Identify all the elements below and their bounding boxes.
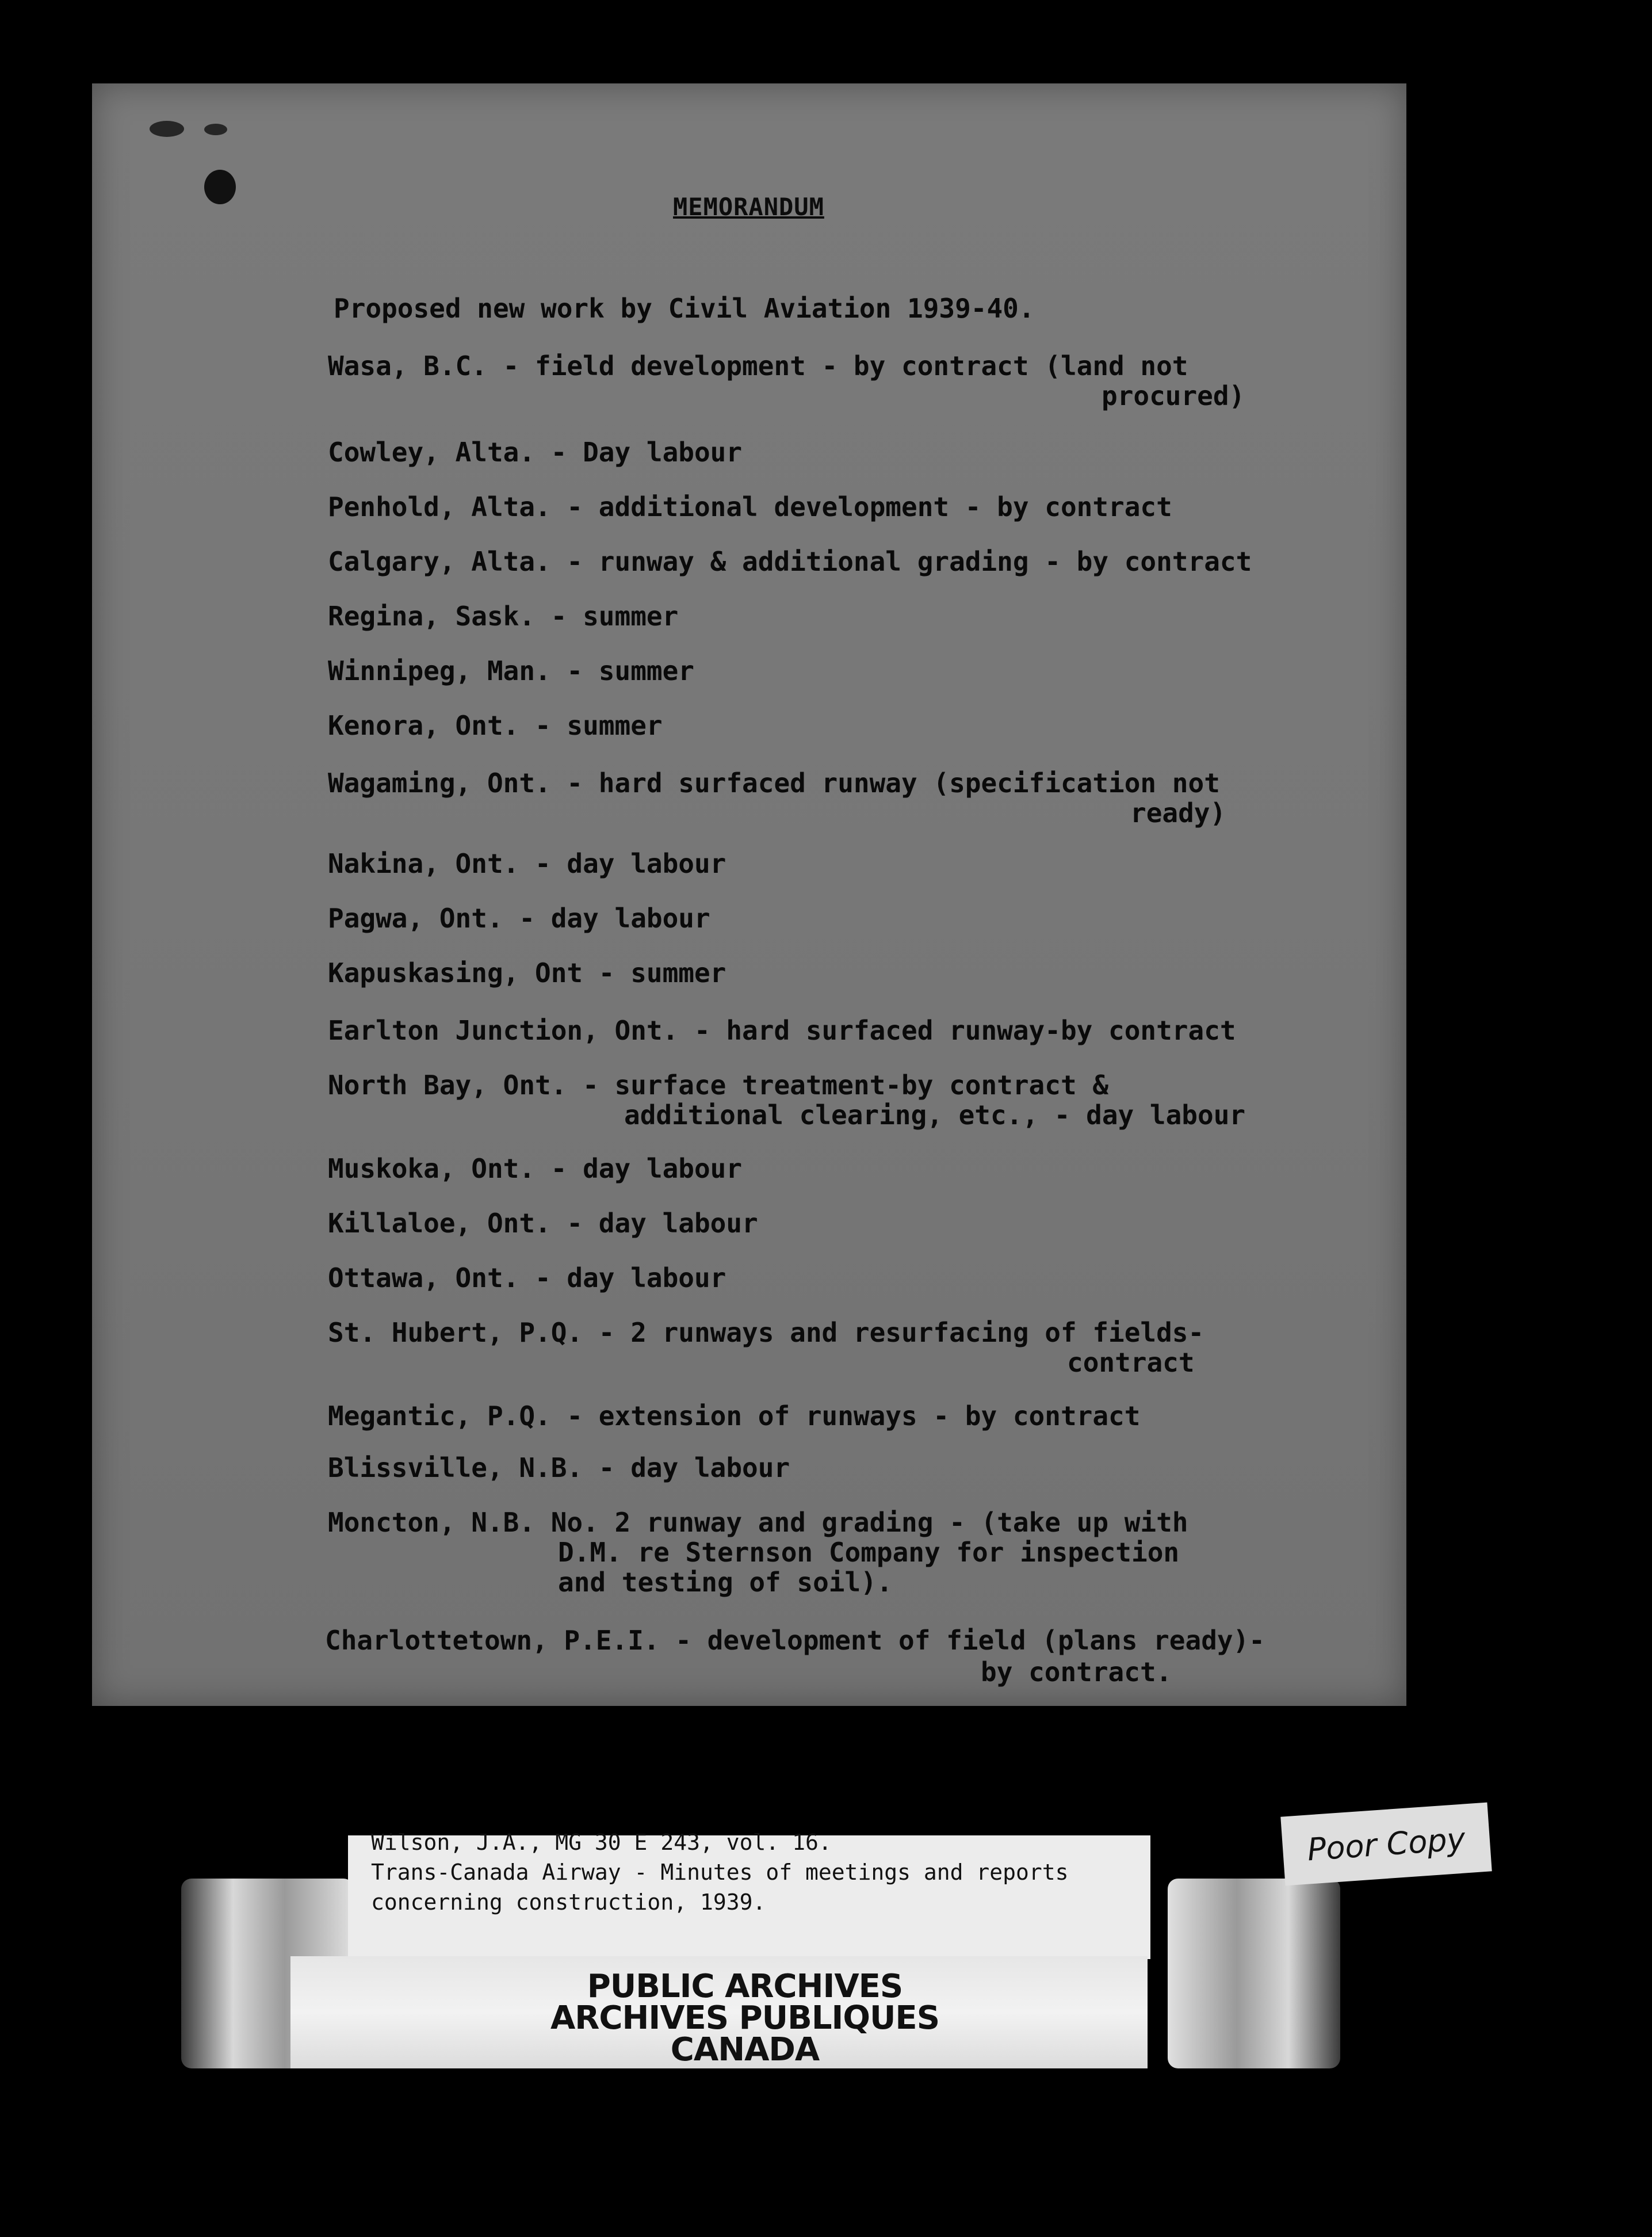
memo-entry: Nakina, Ont. - day labour [328,848,726,879]
memo-entry: Pagwa, Ont. - day labour [328,903,710,934]
memo-entry-continuation: by contract. [981,1656,1172,1688]
memo-entry: Regina, Sask. - summer [328,601,679,632]
memo-entry: Cowley, Alta. - Day labour [328,437,743,468]
memo-entry: Kenora, Ont. - summer [328,710,663,741]
memo-title: MEMORANDUM [673,193,824,221]
memo-entry-continuation: ready) [1130,797,1226,829]
memo-entry: North Bay, Ont. - surface treatment-by contract & [328,1070,1109,1101]
memo-entry: Moncton, N.B. No. 2 runway and grading - (take up with [328,1507,1188,1538]
memo-entry-continuation: D.M. re Sternson Company for inspection [558,1537,1180,1568]
memo-entry: Blissville, N.B. - day labour [328,1452,790,1483]
memo-entry: Penhold, Alta. - additional development - by contract [328,491,1172,522]
reference-line: Trans-Canada Airway - Minutes of meetings and reports [371,1860,1069,1885]
memo-entry-continuation: additional clearing, etc., - day labour [624,1100,1246,1131]
ink-smudge [204,124,227,135]
memo-entry: Killaloe, Ont. - day labour [328,1208,758,1239]
memo-entry: Wagaming, Ont. - hard surfaced runway (specification not [328,768,1220,799]
memo-entry: Kapuskasing, Ont - summer [328,957,726,988]
reference-line: concerning construction, 1939. [371,1889,766,1915]
reference-line: Wilson, J.A., MG 30 E 243, vol. 16. [371,1830,832,1855]
memo-entry: Winnipeg, Man. - summer [328,655,694,686]
memo-entry: Wasa, B.C. - field development - by contract (land not [328,350,1188,381]
memo-page [92,83,1406,1706]
memo-entry: Ottawa, Ont. - day labour [328,1262,726,1293]
label-tab-right [1168,1879,1340,2068]
memo-entry: Earlton Junction, Ont. - hard surfaced runway-by contract [328,1015,1236,1046]
ink-blot [204,170,236,204]
memo-entry: Megantic, P.Q. - extension of runways - by contract [328,1400,1141,1431]
memo-entry: Muskoka, Ont. - day labour [328,1153,743,1184]
memo-entry: St. Hubert, P.Q. - 2 runways and resurfacing of fields- [328,1317,1204,1348]
memo-entry: Charlottetown, P.E.I. - development of field (plans ready)- [325,1625,1265,1656]
ink-smudge [150,121,184,137]
memo-entry-continuation: procured) [1102,380,1245,411]
archive-country: CANADA [670,2031,820,2068]
archive-name-fr: ARCHIVES PUBLIQUES [550,1999,940,2037]
memo-entry-continuation: contract [1067,1347,1195,1378]
poor-copy-note: Poor Copy [1280,1803,1492,1886]
archive-name-en: PUBLIC ARCHIVES [587,1968,903,2005]
memo-entry-continuation: and testing of soil). [558,1567,893,1598]
memo-intro: Proposed new work by Civil Aviation 1939-40. [334,293,1035,324]
memo-entry: Calgary, Alta. - runway & additional grading - by contract [328,546,1252,577]
